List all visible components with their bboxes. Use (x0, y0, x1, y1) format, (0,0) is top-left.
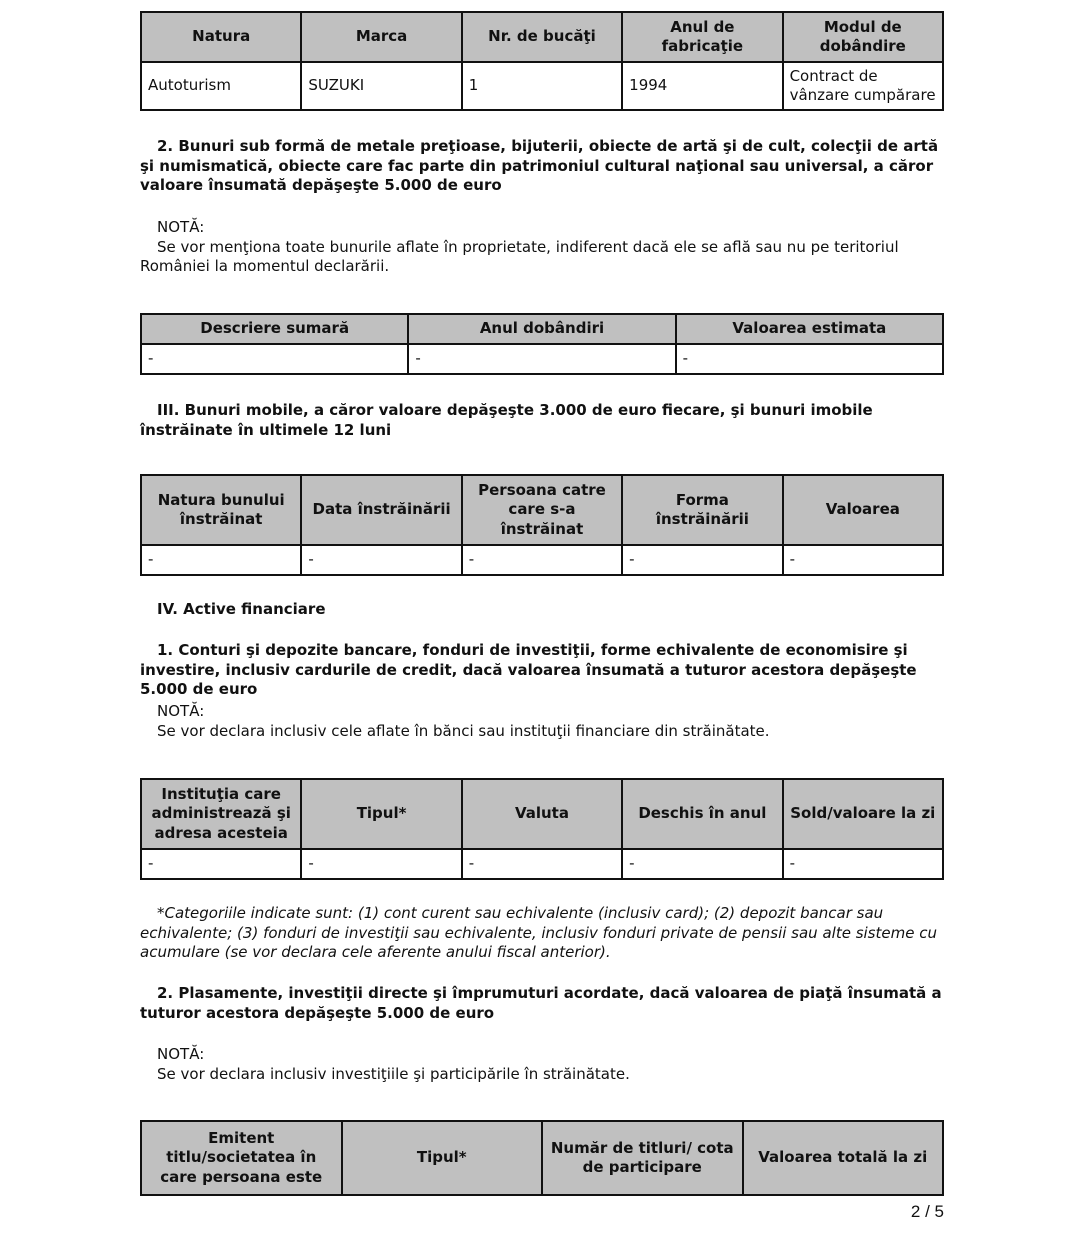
table-cell: - (141, 849, 301, 879)
table-cell: - (301, 849, 461, 879)
footnote: *Categoriile indicate sunt: (1) cont curent sau echivalente (inclusiv card); (2) depozit bancar sau echivalente; (3) fonduri de investiţii sau echivalente, inclusiv fonduri private de pensii sau alte sisteme cu acumulare (se vor declara cele aferente anului fiscal anterior). (140, 904, 937, 961)
column-header: Valoarea (783, 475, 943, 545)
table-cell: - (141, 545, 301, 575)
table-row (141, 545, 943, 575)
column-header: Descriere sumară (141, 314, 408, 344)
note-block (140, 1045, 944, 1084)
column-header: Valoarea totală la zi (743, 1121, 944, 1195)
subsection-heading: 1. Conturi şi depozite bancare, fonduri de investiţii, forme echivalente de economisire şi investire, inclusiv cardurile de credit, dacă valoarea însumată a tuturor acestora depăşeşte 5.000 de euro (140, 641, 917, 698)
column-header: Deschis în anul (622, 779, 782, 849)
table-cell: - (676, 344, 943, 374)
column-header: Număr de titluri/ cota de participare (542, 1121, 743, 1195)
alienated-assets-table (140, 474, 944, 576)
column-header: Marca (301, 12, 461, 62)
table-cell: 1994 (622, 62, 782, 110)
column-header: Natura (141, 12, 301, 62)
table-cell: - (622, 545, 782, 575)
table-cell: 1 (462, 62, 622, 110)
table-row (141, 62, 943, 110)
bank-accounts-table (140, 778, 944, 880)
valuables-table (140, 313, 944, 375)
column-header: Tipul* (342, 1121, 543, 1195)
table-cell: - (462, 545, 622, 575)
note-label: NOTĂ: (157, 1045, 205, 1063)
table-row (141, 849, 943, 879)
column-header: Forma înstrăinării (622, 475, 782, 545)
table-cell: SUZUKI (301, 62, 461, 110)
column-header: Anul de fabricaţie (622, 12, 782, 62)
table-cell: - (141, 344, 408, 374)
note-label: NOTĂ: (157, 702, 205, 720)
note-block (140, 702, 944, 741)
note-text: Se vor menţiona toate bunurile aflate în proprietate, indiferent dacă ele se află sau nu pe teritoriul României la momentul declarării. (140, 237, 899, 275)
column-header: Data înstrăinării (301, 475, 461, 545)
section-heading: 2. Bunuri sub formă de metale preţioase, bijuterii, obiecte de artă şi de cult, colecţii de artă şi numismatică, obiecte care fac parte din patrimoniul cultural naţional sau universal, a căror valoare însumată depăşeşte 5.000 de euro (140, 137, 939, 194)
column-header: Valoarea estimata (676, 314, 943, 344)
table-cell: - (783, 545, 943, 575)
note-block (140, 218, 944, 277)
section-heading: IV. Active financiare (157, 600, 326, 618)
table-cell: - (408, 344, 675, 374)
table-cell: - (462, 849, 622, 879)
column-header: Tipul* (301, 779, 461, 849)
column-header: Modul de dobândire (783, 12, 943, 62)
investments-table (140, 1120, 944, 1196)
column-header: Natura bunului înstrăinat (141, 475, 301, 545)
subsection-heading: 2. Plasamente, investiţii directe şi împrumuturi acordate, dacă valoarea de piaţă însumată a tuturor acestora depăşeşte 5.000 de euro (140, 984, 942, 1022)
table-row (141, 344, 943, 374)
table-header-row (141, 475, 943, 545)
section-heading: III. Bunuri mobile, a căror valoare depăşeşte 3.000 de euro fiecare, şi bunuri imobile înstrăinate în ultimele 12 luni (140, 401, 873, 439)
table-cell: Contract de vânzare cumpărare (783, 62, 943, 110)
note-text: Se vor declara inclusiv cele aflate în bănci sau instituţii financiare din străinătate. (157, 721, 770, 740)
note-label: NOTĂ: (157, 218, 205, 236)
table-cell: - (622, 849, 782, 879)
column-header: Nr. de bucăţi (462, 12, 622, 62)
table-cell: Autoturism (141, 62, 301, 110)
table-header-row (141, 779, 943, 849)
table-cell: - (301, 545, 461, 575)
page-number: 2 / 5 (910, 1202, 944, 1221)
column-header: Instituţia care administrează şi adresa acesteia (141, 779, 301, 849)
column-header: Sold/valoare la zi (783, 779, 943, 849)
table-header-row (141, 12, 943, 62)
vehicles-table (140, 11, 944, 111)
column-header: Emitent titlu/societatea în care persoana este (141, 1121, 342, 1195)
table-header-row (141, 314, 943, 344)
column-header: Valuta (462, 779, 622, 849)
table-cell: - (783, 849, 943, 879)
column-header: Anul dobândiri (408, 314, 675, 344)
column-header: Persoana catre care s-a înstrăinat (462, 475, 622, 545)
table-header-row (141, 1121, 943, 1195)
note-text: Se vor declara inclusiv investiţiile şi participările în străinătate. (157, 1064, 630, 1083)
